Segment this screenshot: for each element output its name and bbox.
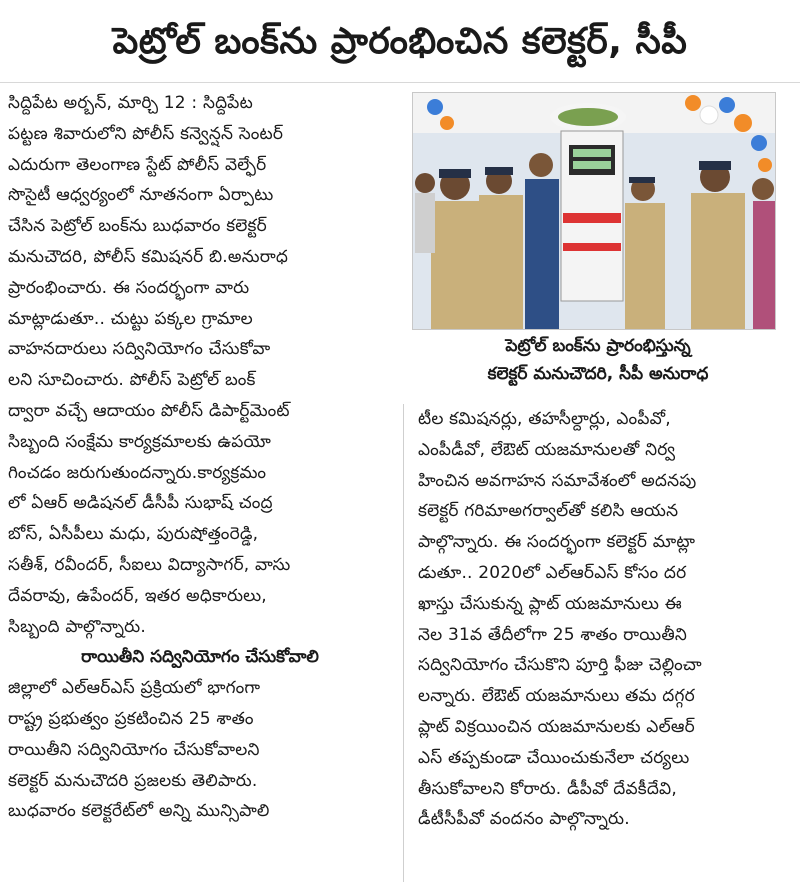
text-line: సిద్దిపేట అర్బన్, మార్చి 12 : సిద్దిపేట	[8, 93, 253, 113]
fuel-pump	[561, 131, 623, 301]
text-line: సొసైటీ ఆధ్వర్యంలో నూతనంగా ఏర్పాటు	[8, 185, 274, 206]
text-line: దేవరావు, ఉపేందర్, ఇతర అధికారులు,	[8, 585, 267, 606]
text-line: లని సూచించారు. పోలీస్ పెట్రోల్ బంక్	[8, 370, 256, 391]
text-line: పట్టణ శివారులోని పోలీస్ కన్వెన్షన్ సెంటర్	[8, 123, 284, 144]
text-line: కలెక్టర్ గరిమాఅగర్వాల్‌తో కలిసి ఆయన	[418, 501, 679, 522]
text-line: ఎదురుగా తెలంగాణ స్టేట్ పోలీస్ వెల్ఫేర్	[8, 154, 267, 175]
photo-caption	[402, 332, 794, 388]
text-line: లో ఏఆర్ అడిషనల్ డీసీపీ సుభాష్ చంద్ర	[8, 493, 273, 514]
right-column	[418, 404, 794, 835]
article-paragraph-3	[418, 404, 794, 835]
text-line: చేసిన పెట్రోల్ బంక్‌ను బుధవారం కలెక్టర్	[8, 216, 267, 237]
article-paragraph-2	[8, 673, 392, 827]
text-line: ఎస్ తప్పకుండా చేయించుకునేలా చర్యలు	[418, 747, 690, 768]
headline-divider	[0, 82, 800, 83]
column-divider	[403, 404, 404, 882]
text-line: రాయితీని సద్వినియోగం చేసుకోవాలని	[8, 739, 260, 760]
text-line: మాట్లాడుతూ.. చుట్టు పక్కల గ్రామాల	[8, 308, 253, 329]
text-line: కలెక్టర్ మనుచౌదరి ప్రజలకు తెలిపారు.	[8, 770, 258, 791]
text-line: పాల్గొన్నారు. ఈ సందర్భంగా కలెక్టర్ మాట్లా	[418, 532, 696, 553]
photo-caption-line-1: పెట్రోల్ బంక్‌ను ప్రారంభిస్తున్న	[505, 336, 691, 356]
text-line: సిబ్బంది పాల్గొన్నారు.	[8, 616, 146, 637]
news-photo	[412, 92, 776, 330]
text-line: రాష్ట్ర ప్రభుత్వం ప్రకటించిన 25 శాతం	[8, 708, 254, 729]
text-line: గించడం జరుగుతుందన్నారు.కార్యక్రమం	[8, 462, 267, 483]
article-paragraph-1	[8, 88, 392, 642]
text-line: వాహనదారులు సద్వినియోగం చేసుకోవా	[8, 339, 271, 360]
text-line: తీసుకోవాలని కోరారు. డీపీవో దేవకీదేవి,	[418, 778, 677, 799]
text-line: ప్లాట్ విక్రయించిన యజమానులకు ఎల్ఆర్	[418, 716, 695, 737]
text-line: డీటీసీపీవో వందనం పాల్గొన్నారు.	[418, 809, 630, 830]
text-line: లన్నారు. లేఔట్ యజమానులు తమ దగ్గర	[418, 686, 695, 707]
text-line: ఖాస్తు చేసుకున్న ప్లాట్ యజమానులు ఈ	[418, 593, 682, 614]
photo-illustration	[413, 93, 775, 329]
left-column	[8, 88, 392, 827]
text-line: టీల కమిషనర్లు, తహసీల్దార్లు, ఎంపీవో,	[418, 409, 671, 429]
text-line: బుధవారం కలెక్టరేట్‌లో అన్ని మున్సిపాలి	[8, 801, 270, 822]
text-line: సిబ్బంది సంక్షేమ కార్యక్రమాలకు ఉపయో	[8, 431, 272, 452]
text-line: సతీశ్, రవీందర్, సీఐలు విద్యాసాగర్, వాసు	[8, 554, 291, 575]
text-line: డుతూ.. 2020లో ఎల్ఆర్ఎస్ కోసం దర	[418, 562, 687, 583]
text-line: నెల 31వ తేదీలోగా 25 శాతం రాయితీని	[418, 624, 687, 645]
text-line: జిల్లాలో ఎల్ఆర్ఎస్ ప్రక్రియలో భాగంగా	[8, 678, 261, 699]
text-line: సద్వినియోగం చేసుకొని పూర్తి ఫీజు చెల్లించా	[418, 655, 702, 676]
subheading: రాయితీని సద్వినియోగం చేసుకోవాలి	[81, 647, 319, 668]
text-line: ద్వారా వచ్చే ఆదాయం పోలీస్ డిపార్ట్‌మెంట్	[8, 400, 290, 421]
text-line: ప్రారంభించారు. ఈ సందర్భంగా వారు	[8, 277, 250, 298]
text-line: ఎంపీడీవో, లేఔట్ యజమానులతో నిర్వ	[418, 439, 676, 460]
text-line: మనుచౌదరి, పోలీస్ కమిషనర్ బి.అనురాధ	[8, 246, 289, 267]
photo-caption-line-2: కలెక్టర్ మనుచౌదరి, సీపీ అనురాధ	[487, 364, 709, 384]
text-line: హించిన అవగాహన సమావేశంలో అదనపు	[418, 470, 697, 491]
headline: పెట్రోల్ బంక్‌ను ప్రారంభించిన కలెక్టర్, సీపీ	[112, 21, 688, 62]
text-line: బోస్, ఏసీపీలు మధు, పురుషోత్తంరెడ్డి,	[8, 524, 259, 545]
